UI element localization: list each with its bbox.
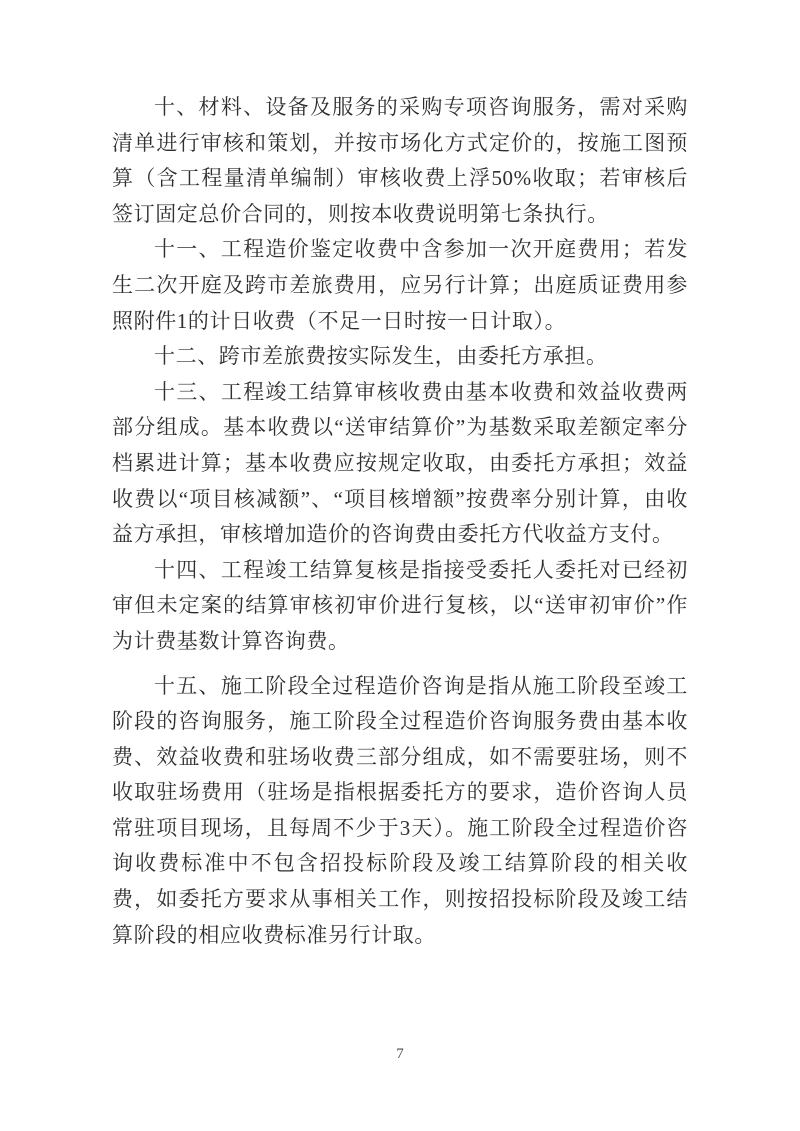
document-body	[112, 90, 688, 953]
paragraph-clause-12: 十二、跨市差旅费按实际发生，由委托方承担。	[154, 344, 608, 369]
page-number: 7	[396, 1046, 404, 1062]
paragraph-clause-13: 十三、工程竣工结算审核收费由基本收费和效益收费两部分组成。基本收费以“送审结算价”为基数采取差额定率分档累进计算；基本收费应按规定收取，由委托方承担；效益收费以“项目核减额”、“项目核增额”按费率分别计算，由收益方承担，审核增加造价的咨询费由委托方代收益方支付。	[112, 379, 688, 547]
paragraph-clause-11: 十一、工程造价鉴定收费中含参加一次开庭费用；若发生二次开庭及跨市差旅费用，应另行计算；出庭质证费用参照附件1的计日收费（不足一日时按一日计取）。	[112, 237, 688, 333]
paragraph-clause-14: 十四、工程竣工结算复核是指接受委托人委托对已经初审但未定案的结算审核初审价进行复核，以“送审初审价”作为计费基数计算咨询费。	[112, 557, 688, 653]
paragraph-clause-15: 十五、施工阶段全过程造价咨询是指从施工阶段至竣工阶段的咨询服务，施工阶段全过程造价咨询服务费由基本收费、效益收费和驻场收费三部分组成，如不需要驻场，则不收取驻场费用（驻场是指根据委托方的要求，造价咨询人员常驻项目现场，且每周不少于3天）。施工阶段全过程造价咨询收费标准中不包含招投标阶段及竣工结算阶段的相关收费，如委托方要求从事相关工作，则按招投标阶段及竣工结算阶段的相应收费标准另行计取。	[112, 673, 688, 947]
paragraph-clause-10: 十、材料、设备及服务的采购专项咨询服务，需对采购清单进行审核和策划，并按市场化方式定价的，按施工图预算（含工程量清单编制）审核收费上浮50%收取；若审核后签订固定总价合同的，则按本收费说明第七条执行。	[112, 95, 688, 226]
